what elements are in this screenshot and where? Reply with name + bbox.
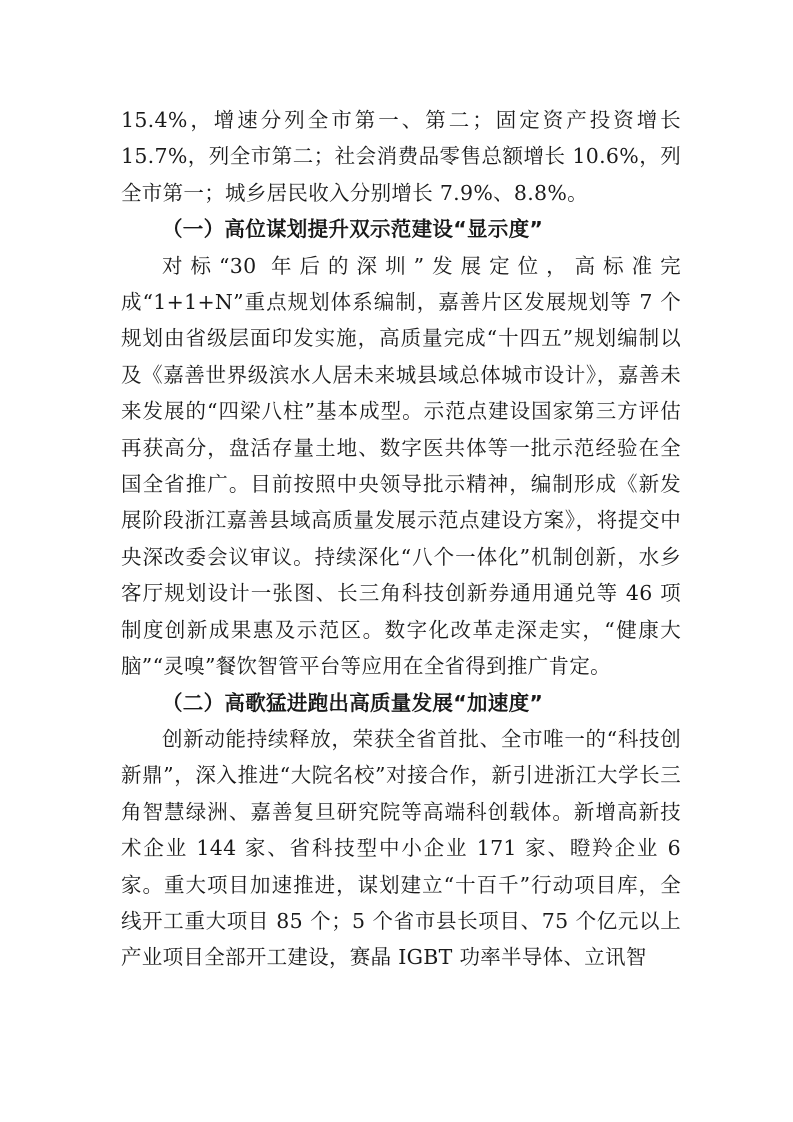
section-1-paragraph: 对标“30 年后的深圳”发展定位，高标准完成“1+1+N”重点规划体系编制，嘉善片区发展规划等 7 个规划由省级层面印发实施，高质量完成“十四五”规划编制以及《嘉善世界级滨水人居未来城县域总体城市设计》，嘉善未来发展的“四梁八柱”基本成型。示范点建设国家第三方评估再获高分，盘活存量土地、数字医共体等一批示范经验在全国全省推广。目前按照中央领导批示精神，编制形成《新发展阶段浙江嘉善县域高质量发展示范点建设方案》，将提交中央深改委会议审议。持续深化“八个一体化”机制创新，水乡客厅规划设计一张图、长三角科技创新券通用通兑等 46 项制度创新成果惠及示范区。数字化改革走深走实，“健康大脑”“灵嗅”餐饮智管平台等应用在全省得到推广肯定。: [121, 253, 681, 679]
document-body: [121, 102, 681, 976]
section-2-paragraph: 创新动能持续释放，荣获全省首批、全市唯一的“科技创新鼎”，深入推进“大院名校”对接合作，新引进浙江大学长三角智慧绿洲、嘉善复旦研究院等高端科创载体。新增高新技术企业 144 家、省科技型中小企业 171 家、瞪羚企业 6 家。重大项目加速推进，谋划建立“十百千”行动项目库，全线开工重大项目 85 个；5 个省市县长项目、75 个亿元以上产业项目全部开工建设，赛晶 IGBT 功率半导体、立讯智: [121, 726, 681, 970]
section-2-heading: （二）高歌猛进跑出高质量发展“加速度”: [162, 690, 544, 715]
section-1-heading: （一）高位谋划提升双示范建设“显示度”: [162, 217, 544, 242]
intro-paragraph: 15.4%，增速分列全市第一、第二；固定资产投资增长 15.7%，列全市第二；社会消费品零售总额增长 10.6%，列全市第一；城乡居民收入分别增长 7.9%、8.8%。: [121, 108, 681, 205]
